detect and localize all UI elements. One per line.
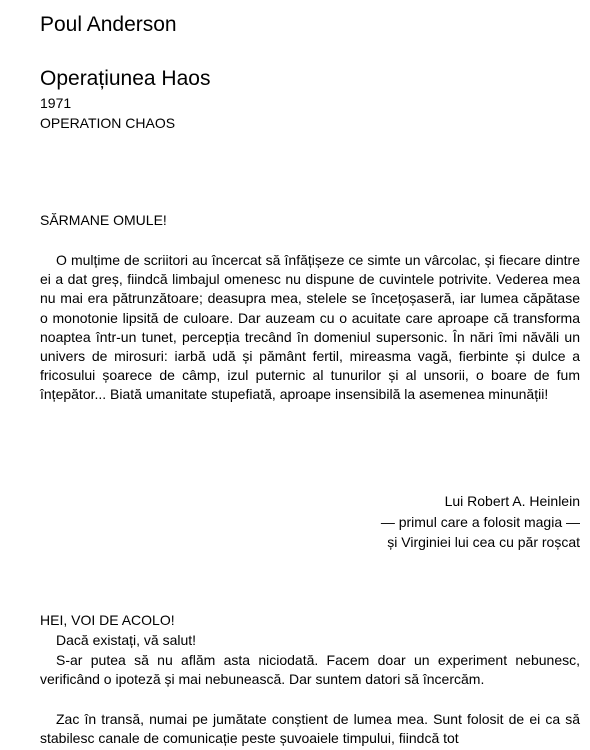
author-name: Poul Anderson	[40, 13, 177, 36]
book-title: Operațiunea Haos	[40, 67, 211, 90]
publication-year: 1971	[40, 95, 72, 111]
dedication-line-1: Lui Robert A. Heinlein	[444, 493, 580, 509]
section-heading-hei-voi-de-acolo: HEI, VOI DE ACOLO!	[40, 612, 175, 628]
dedication	[40, 491, 580, 553]
section1-paragraph: O mulțime de scriitori au încercat să înfățișeze ce simte un vârcolac, și fiecare dintre ei a dat greș, fiindcă limbajul omenesc nu dispune de cuvintele potrivite. Vederea mea nu mai era pătrunzătoare; deasupra mea, stelele se încețoșaseră, iar lumea căpătase o monotonie lipsită de culoare. Dar auzeam cu o acuitate care aproape că transforma noaptea într-un tunet, percepția trecând în domeniul supersonic. În nări îmi năvăli un univers de mirosuri: iarbă udă și pământ fertil, mireasma vagă, fierbinte și dulce a fricosului șoarece de câmp, izul puternic al tunurilor și al unsorii, o boare de fum înțepător... Biată umanitate stupefiată, aproape insensibilă la asemenea minunății!	[40, 252, 580, 403]
section2-greeting-line: Dacă existați, vă salut!	[56, 632, 197, 648]
section2-paragraph-1: S-ar putea să nu aflăm asta niciodată. Facem doar un experiment nebunesc, verificând o ipoteză și mai nebunească. Dar suntem datori să încercăm.	[40, 652, 580, 688]
section-heading-sarmane-omule: SĂRMANE OMULE!	[40, 212, 167, 228]
dedication-line-3: și Virginiei lui cea cu păr roșcat	[387, 534, 580, 550]
dedication-line-2: — primul care a folosit magia —	[380, 513, 580, 530]
section2-paragraph-2: Zac în transă, numai pe jumătate conștient de lumea mea. Sunt folosit de ei ca să stabilesc canale de comunicație peste șuvoaiele timpului, fiindcă tot	[40, 711, 580, 747]
original-title: OPERATION CHAOS	[40, 115, 176, 131]
